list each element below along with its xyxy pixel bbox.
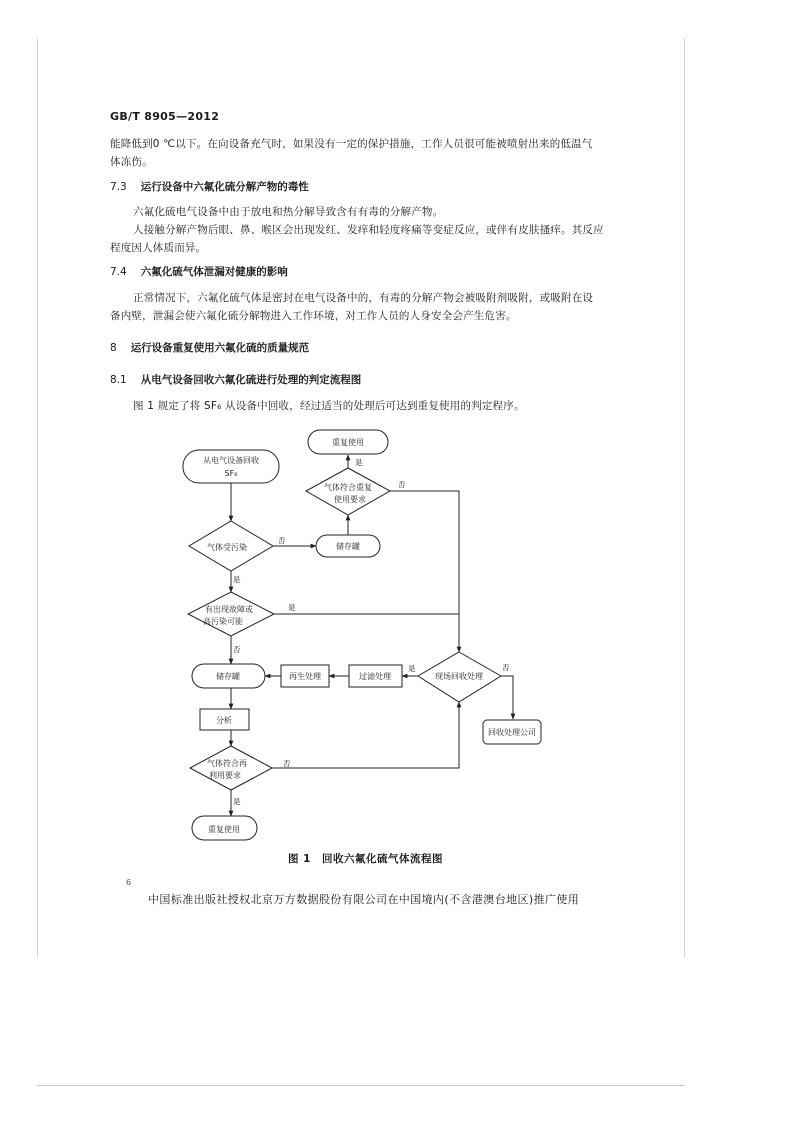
node-label: 重复使用	[208, 825, 240, 834]
node-label: 再生处理	[289, 672, 321, 681]
section-title: 运行设备重复使用六氟化硫的质量规范	[130, 342, 310, 354]
page-number: 6	[126, 878, 132, 887]
edge-label: 否	[283, 759, 291, 768]
node-label: 气体符合再	[207, 759, 247, 768]
standard-code: GB/T 8905—2012	[110, 110, 220, 123]
section-title: 六氟化硫气体泄漏对健康的影响	[140, 266, 288, 278]
node-label: SF₆	[224, 469, 238, 478]
edge-final-check-no	[272, 702, 459, 768]
node-label: 有出现故障或	[205, 605, 253, 614]
paragraph-line: 图 1 规定了将 SF₆ 从设备中回收，经过适当的处理后可达到重复使用的判定程序。	[133, 400, 525, 412]
section-title: 运行设备中六氟化硫分解产物的毒性	[140, 181, 309, 193]
edge-label: 否	[502, 663, 510, 672]
section-title: 从电气设备回收六氟化硫进行处理的判定流程图	[140, 374, 362, 386]
edge-label: 是	[233, 575, 241, 584]
section-number: 7.4	[110, 266, 127, 278]
node-label: 过滤处理	[359, 672, 391, 681]
section-number: 8	[110, 342, 117, 354]
paragraph-line: 六氟化硫电气设备中由于放电和热分解导致含有有毒的分解产物。	[133, 206, 444, 218]
edge-label: 是	[355, 458, 363, 467]
edge-label: 否	[233, 645, 241, 654]
node-label: 回收处理公司	[488, 728, 536, 737]
paragraph-line: 备内壁，泄漏会使六氟化硫分解物进入工作环境，对工作人员的人身安全会产生危害。	[110, 310, 517, 322]
edge-reuse-check-no	[390, 491, 459, 652]
edge-label: 是	[233, 797, 241, 806]
recover-node	[183, 450, 279, 483]
edge-onsite-no-to-company	[501, 676, 513, 719]
edge-label: 否	[398, 480, 406, 489]
footer-notice: 中国标准出版社授权北京万方数据股份有限公司在中国境内(不含港澳台地区)推广使用	[148, 893, 580, 906]
figure-caption: 图 1 回收六氟化硫气体流程图	[288, 853, 443, 865]
paragraph-line: 体冻伤。	[110, 156, 153, 168]
edge-label: 是	[288, 603, 296, 612]
node-label: 现场回收处理	[435, 672, 483, 681]
paragraph-line: 能降低到0 ℃以下。在向设备充气时，如果没有一定的保护措施，工作人员很可能被喷射出来的低温气	[110, 138, 593, 150]
edge-label: 是	[408, 664, 416, 673]
paragraph-line: 正常情况下，六氟化硫气体是密封在电气设备中的，有毒的分解产物会被吸附剂吸附，或吸附在设	[133, 292, 594, 304]
section-number: 7.3	[110, 181, 127, 193]
node-label: 从电气设备回收	[203, 456, 259, 465]
node-label: 高污染可能	[203, 617, 243, 626]
gas-meets-reuse2-decision	[190, 746, 272, 790]
node-label: 储存罐	[336, 542, 360, 551]
node-label: 分析	[216, 716, 232, 725]
node-label: 储存罐	[216, 672, 240, 681]
fault-decision	[188, 592, 274, 636]
node-label: 气体符合重复	[324, 483, 372, 492]
paragraph-line: 程度因人体质而异。	[110, 242, 207, 254]
node-label: 气体受污染	[207, 543, 247, 552]
node-label: 使用要求	[334, 495, 366, 504]
node-label: 重复使用	[332, 438, 364, 447]
edge-label: 否	[278, 536, 286, 545]
section-number: 8.1	[110, 374, 127, 386]
paragraph-line: 人接触分解产物后眼、鼻、喉区会出现发红、发痒和轻度疼痛等变症反应，或伴有皮肤搔痒。其反应	[133, 224, 604, 236]
node-label: 利用要求	[209, 771, 241, 780]
